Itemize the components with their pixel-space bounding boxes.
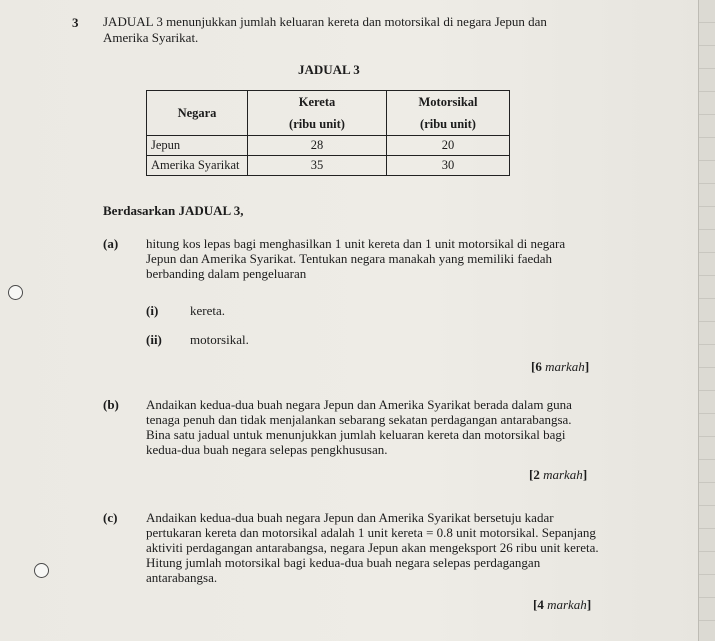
marks-prefix: [4 xyxy=(533,597,548,612)
marks-suffix: ] xyxy=(586,597,592,612)
part-c-text: Andaikan kedua-dua buah negara Jepun dan Amerika Syarikat bersetuju kadar pertukaran kereta dan motorsikal adalah 1 unit kereta = 0.8 unit motorsikal. Sepanjang aktiviti perdagangan antarabangsa, negara Jepun akan mengeksport 26 ribu unit kereta. Hitung jumlah motorsikal bagi kedua-dua buah negara selepas perdagangan antarabangsa. xyxy=(146,510,599,585)
output-table xyxy=(146,90,510,176)
marks-suffix: ] xyxy=(584,359,590,374)
marks-suffix: ] xyxy=(582,467,588,482)
header-car: Kereta xyxy=(248,91,387,114)
binder-hole xyxy=(34,563,49,578)
part-a-label: (a) xyxy=(103,236,119,251)
car-cell: 28 xyxy=(248,136,387,156)
header-country: Negara xyxy=(147,91,248,136)
motorcycle-cell: 30 xyxy=(387,156,510,176)
binder-hole xyxy=(8,285,23,300)
country-cell: Jepun xyxy=(147,136,248,156)
question-stem: Berdasarkan JADUAL 3, xyxy=(103,203,244,218)
part-a-i-label: (i) xyxy=(146,303,159,318)
marks-prefix: [2 xyxy=(529,467,544,482)
part-c-marks xyxy=(533,597,591,613)
part-a-text: hitung kos lepas bagi menghasilkan 1 unit kereta dan 1 unit motorsikal di negara Jepun dan Amerika Syarikat. Tentukan negara manakah yang memiliki faedah berbanding dalam pengeluaran xyxy=(146,236,566,281)
part-a-ii-text: motorsikal. xyxy=(190,332,249,347)
header-motorcycle-unit: (ribu unit) xyxy=(387,113,510,136)
marks-word: markah xyxy=(545,359,585,374)
header-motorcycle: Motorsikal xyxy=(387,91,510,114)
marks-word: markah xyxy=(543,467,583,482)
table-row xyxy=(147,136,510,156)
part-b-text: Andaikan kedua-dua buah negara Jepun dan Amerika Syarikat berada dalam guna tenaga penuh dan tidak menjalankan sebarang sekatan perdagangan antarabangsa. Bina satu jadual untuk menunjukkan jumlah keluaran kereta dan motorsikal bagi kedua-dua buah negara selepas pengkhususan. xyxy=(146,397,572,457)
notebook-margin xyxy=(698,0,715,641)
question-number: 3 xyxy=(72,15,79,30)
marks-word: markah xyxy=(547,597,587,612)
car-cell: 35 xyxy=(248,156,387,176)
table-row xyxy=(147,156,510,176)
part-a-i-text: kereta. xyxy=(190,303,226,318)
part-a-ii-label: (ii) xyxy=(146,332,162,347)
part-c-label: (c) xyxy=(103,510,118,525)
country-cell: Amerika Syarikat xyxy=(147,156,248,176)
table-header-row xyxy=(147,91,510,114)
question-intro: JADUAL 3 menunjukkan jumlah keluaran kereta dan motorsikal di negara Jepun dan Amerika Syarikat. xyxy=(103,14,547,45)
header-car-unit: (ribu unit) xyxy=(248,113,387,136)
table-title: JADUAL 3 xyxy=(298,62,360,77)
part-a-marks xyxy=(531,359,589,375)
motorcycle-cell: 20 xyxy=(387,136,510,156)
part-b-label: (b) xyxy=(103,397,119,412)
part-b-marks xyxy=(529,467,587,483)
marks-prefix: [6 xyxy=(531,359,546,374)
